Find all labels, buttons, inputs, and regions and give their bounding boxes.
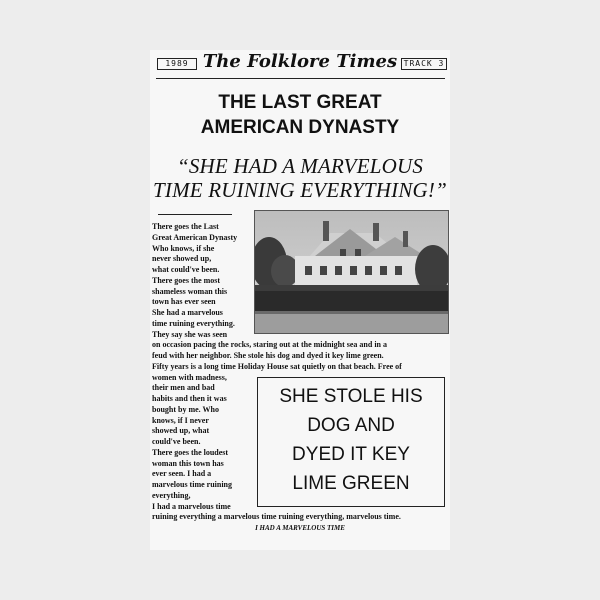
subhead-line-2: TIME RUINING EVERYTHING!” (153, 178, 447, 202)
pull-quote-box (257, 377, 445, 507)
headline-line-2: AMERICAN DYNASTY (200, 117, 400, 138)
masthead-rule (156, 78, 445, 79)
article-line: showed up, what (152, 426, 210, 436)
article-line: marvelous time ruining (152, 480, 232, 489)
pull-quote (258, 382, 444, 498)
column-rule (158, 214, 232, 215)
article-line: Fifty years is a long time Holiday House sat quietly on that beach. Free of (152, 361, 402, 371)
article-line: time ruining everything. (152, 318, 235, 328)
article-line: There goes the Last (152, 222, 219, 231)
pull-quote-line-1: SHE STOLE HIS (279, 386, 423, 407)
article-line: could've been. (152, 437, 201, 446)
article-line: town has ever seen (152, 297, 216, 307)
subhead-quote (150, 154, 450, 202)
article-line: She had a marvelous (152, 308, 223, 317)
article-line: habits and then it was (152, 394, 227, 403)
article-line: ever seen. I had a (152, 469, 212, 479)
pull-quote-line-2: DOG AND (307, 415, 395, 436)
article-line: their men and bad (152, 383, 215, 393)
article-line: never showed up, (152, 254, 212, 264)
newspaper-page (150, 50, 450, 550)
article-line: woman this town has (152, 458, 224, 468)
article-line: what could've been. (152, 265, 220, 274)
article-line: women with madness, (152, 372, 227, 382)
masthead-title: The Folklore Times (202, 51, 398, 72)
article-line: feud with her neighbor. She stole his dog and dyed it key lime green. (152, 351, 384, 360)
subhead-line-1: “SHE HAD A MARVELOUS (176, 154, 424, 178)
headline-line-1: THE LAST GREAT (218, 92, 382, 113)
article-line: bought by me. Who (152, 404, 219, 414)
year-tag: 1989 (157, 58, 197, 70)
headline (150, 90, 450, 140)
mansion-photo (254, 210, 449, 334)
footer-caption: I HAD A MARVELOUS TIME (255, 524, 345, 532)
article-line: Who knows, if she (152, 243, 215, 253)
house-image (255, 211, 448, 333)
article-line: shameless woman this (152, 286, 228, 296)
article-line: knows, if I never (152, 415, 209, 425)
article-line: There goes the most (152, 275, 221, 285)
pull-quote-line-3: DYED IT KEY (292, 444, 410, 465)
article-line: everything, (152, 490, 191, 500)
article-line: ruining everything a marvelous time ruining everything, marvelous time. (152, 512, 401, 522)
article-line: They say she was seen (152, 329, 228, 339)
article-line: I had a marvelous time (152, 501, 231, 511)
article-line: There goes the loudest (152, 447, 229, 457)
article-line: on occasion pacing the rocks, staring out at the midnight sea and in a (152, 340, 387, 350)
pull-quote-line-4: LIME GREEN (292, 473, 410, 494)
track-tag: TRACK 3 (401, 58, 447, 70)
article-line: Great American Dynasty (152, 232, 238, 242)
